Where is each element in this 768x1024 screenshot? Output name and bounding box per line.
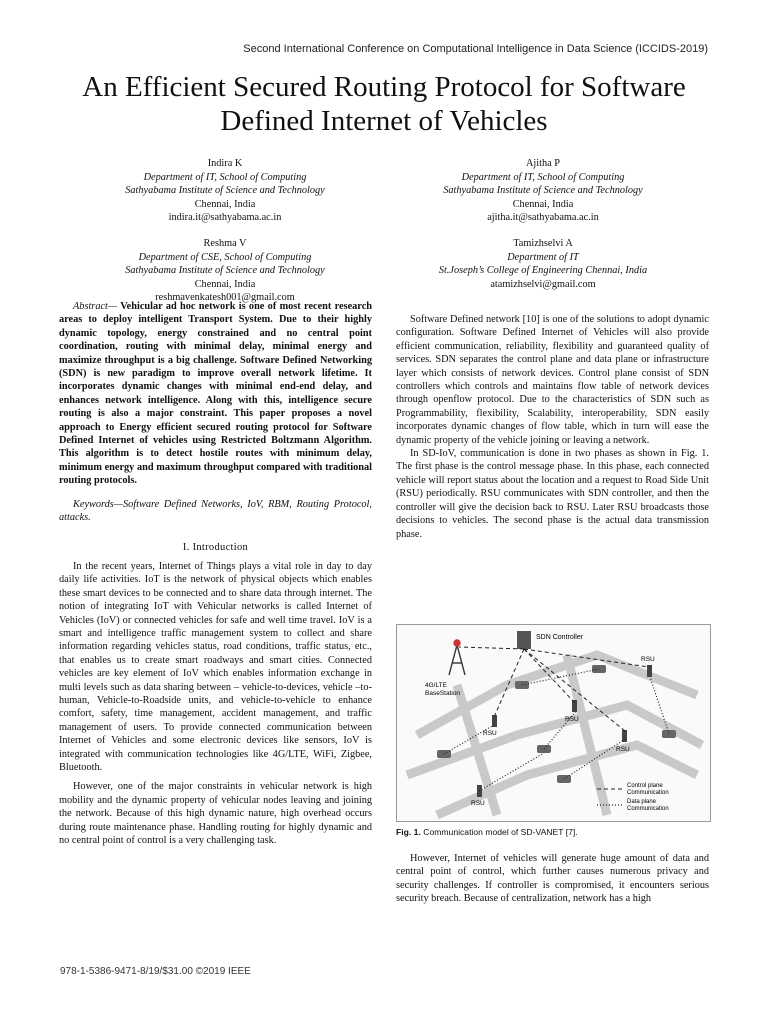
rsu-label: RSU — [471, 800, 485, 807]
paper-title: An Efficient Secured Routing Protocol for Software Defined Internet of Vehicles — [82, 71, 686, 137]
right-column-bottom — [396, 852, 709, 906]
author-dept: Department of IT, School of Computing — [143, 171, 307, 183]
author-inst: Sathyabama Institute of Science and Technology — [125, 185, 325, 197]
author-email: ajitha.it@sathyabama.ac.in — [487, 212, 599, 224]
abstract-lead: Abstract— — [73, 301, 118, 312]
author-block-2 — [398, 157, 688, 225]
controller-icon — [517, 631, 531, 649]
author-location: Chennai, India — [194, 278, 256, 290]
author-inst: Sathyabama Institute of Science and Technology — [443, 185, 643, 197]
author-name: Indira K — [207, 158, 243, 169]
road — [567, 655, 607, 815]
section-heading: I. Introduction — [182, 541, 249, 553]
right-paragraph-3: However, Internet of vehicles will generate huge amount of data and central point of control, which further causes numerous privacy and security challenges. If controller is compromised, it encounters serious security breach. Because of centralization, network has a high — [396, 853, 709, 905]
author-block-4 — [398, 237, 688, 291]
conference-header: Second International Conference on Computational Intelligence in Data Science (ICCIDS-2019) — [243, 43, 708, 55]
legend-control-label: Control plane — [627, 783, 663, 789]
rsu-label: RSU — [565, 716, 579, 723]
author-email: indira.it@sathyabama.ac.in — [168, 212, 282, 224]
right-paragraph-1: Software Defined network [10] is one of the solutions to adopt dynamic configuration. Software Defined Internet of Vehicles will also provide efficient communication, reliability, flexibility and guaranteed quality of services. SDN separates the control plane and data plane or infrastructure layer which consists of network devices. Control plane consist of SDN controllers which controls and maintains flow table of network devices through openflow protocol. Due to the characteristics of SDN such as Programmability, flexibility, Scalability, interoperability, SDN easily incorporates dynamic changes of flow table, which in turn will ease the dynamic property of the vehicle joining or leaving a network. — [396, 314, 709, 446]
author-name: Reshma V — [203, 238, 247, 249]
author-name: Ajitha P — [525, 158, 561, 169]
intro-paragraph-1: In the recent years, Internet of Things plays a vital role in day to day daily life activities. IoT is the network of physical objects which enables these smart devices to be connected and to share data through internet. The notion of integrating IoT with Vehicular networks is called Internet of Vehicles (IoV) or connected vehicles for safe and well time travel. IoV is a smart and intelligence traffic management system to collect and share information regarding vehicles status, road conditions, traffic status, etc., that enables us to create smart roadways and smart cities. Connected vehicles are key element of IoV which enables information exchange in multi levels such as data sharing between – vehicle-to-devices, vehicle –to- human, Vehicle-to-Roadside units, and vehicle-to-vehicle to enhance comfort, safety, time management, accident management, and traffic management of users. To provide connected communication between Internet of Vehicles and some electronic devices like sensors, IoV is integrated with communication technologies like 4G/LTE, WiFi, Zigbee, Bluetooth. — [59, 560, 372, 773]
network-diagram — [397, 625, 710, 821]
left-column — [59, 300, 372, 847]
author-location: Chennai, India — [512, 198, 574, 210]
author-inst: Sathyabama Institute of Science and Technology — [125, 265, 325, 277]
controller-label: SDN Controller — [536, 634, 584, 641]
keywords: Keywords—Software Defined Networks, IoV, RBM, Routing Protocol, attacks. — [59, 498, 372, 524]
rsu-label: RSU — [483, 730, 497, 737]
intro-paragraph-2: However, one of the major constraints in vehicular network is high mobility and the dynamic property of vehicular nodes leaving and joining the network. Because of this high dynamic nature, high overhead occurs during route maintenance phase. Handling routing for highly dynamic and no central point of control is a very challenging task. — [59, 781, 372, 847]
author-inst: St.Joseph’s College of Engineering Chennai, India — [438, 265, 648, 277]
legend-data-label: Data plane — [627, 799, 657, 805]
rsu-icon — [622, 730, 627, 742]
author-dept: Department of IT — [507, 251, 579, 263]
author-email: reshmavenkatesh001@gmail.com — [155, 292, 295, 304]
copyright-footer: 978-1-5386-9471-8/19/$31.00 ©2019 IEEE — [60, 966, 251, 977]
caption-text: Communication model of SD-VANET [7]. — [423, 827, 578, 837]
author-name: Tamizhselvi A — [513, 238, 573, 249]
caption-label: Fig. 1. — [396, 827, 421, 837]
right-paragraph-2: In SD-IoV, communication is done in two phases as shown in Fig. 1. The first phase is the control message phase. In this phase, each connected vehicle will report status about the location and a request to Road Side Unit (RSU) periodically. RSU communicates with SDN controller, and then the controller will give the decision back to RSU. Later RSU broadcasts those decisions to vehicles. The second phase is the actual data transmission phase. — [396, 448, 709, 540]
right-column-top — [396, 313, 709, 541]
author-dept: Department of IT, School of Computing — [461, 171, 625, 183]
author-block-1 — [80, 157, 370, 225]
figure-communication-model — [396, 624, 711, 822]
rsu-label: RSU — [641, 656, 655, 663]
author-block-3 — [80, 237, 370, 305]
author-location: Chennai, India — [194, 198, 256, 210]
author-email: atamizhselvi@gmail.com — [490, 278, 596, 290]
legend-data-label: Communication — [627, 806, 669, 812]
author-dept: Department of CSE, School of Computing — [138, 251, 312, 263]
base-station-label: 4G/LTE — [425, 682, 447, 689]
base-station-icon — [449, 640, 465, 675]
data-plane-links — [444, 669, 669, 791]
figure-caption — [396, 827, 578, 837]
abstract-text: Vehicular ad hoc network is one of most recent research areas to deploy intelligent Transport System. Due to their highly dynamic topology, energy constrained and no central point coordination, routing with minimal delay, minimal energy and maximize throughput is a big challenge. Software Defined Networking (SDN) is new paradigm to improve overall network lifetime. It incorporates dynamic changes with minimal end-end delay, and enhances network intelligence. Along with this, intelligence secure routing is also a major constraint. This paper proposes a novel approach to Energy efficient secured routing protocol for Software Defined Internet of vehicles using Restricted Boltzmann Algorithm. This algorithm is to detect hostile routes with minimum delay, minimum energy and maximum throughput compared with traditional routing protocols. — [59, 301, 372, 487]
rsu-icon — [647, 665, 652, 677]
legend-control-label: Communication — [627, 790, 669, 796]
abstract — [59, 300, 372, 488]
rsu-label: RSU — [616, 746, 630, 753]
base-station-label: BaseStation — [425, 690, 461, 697]
